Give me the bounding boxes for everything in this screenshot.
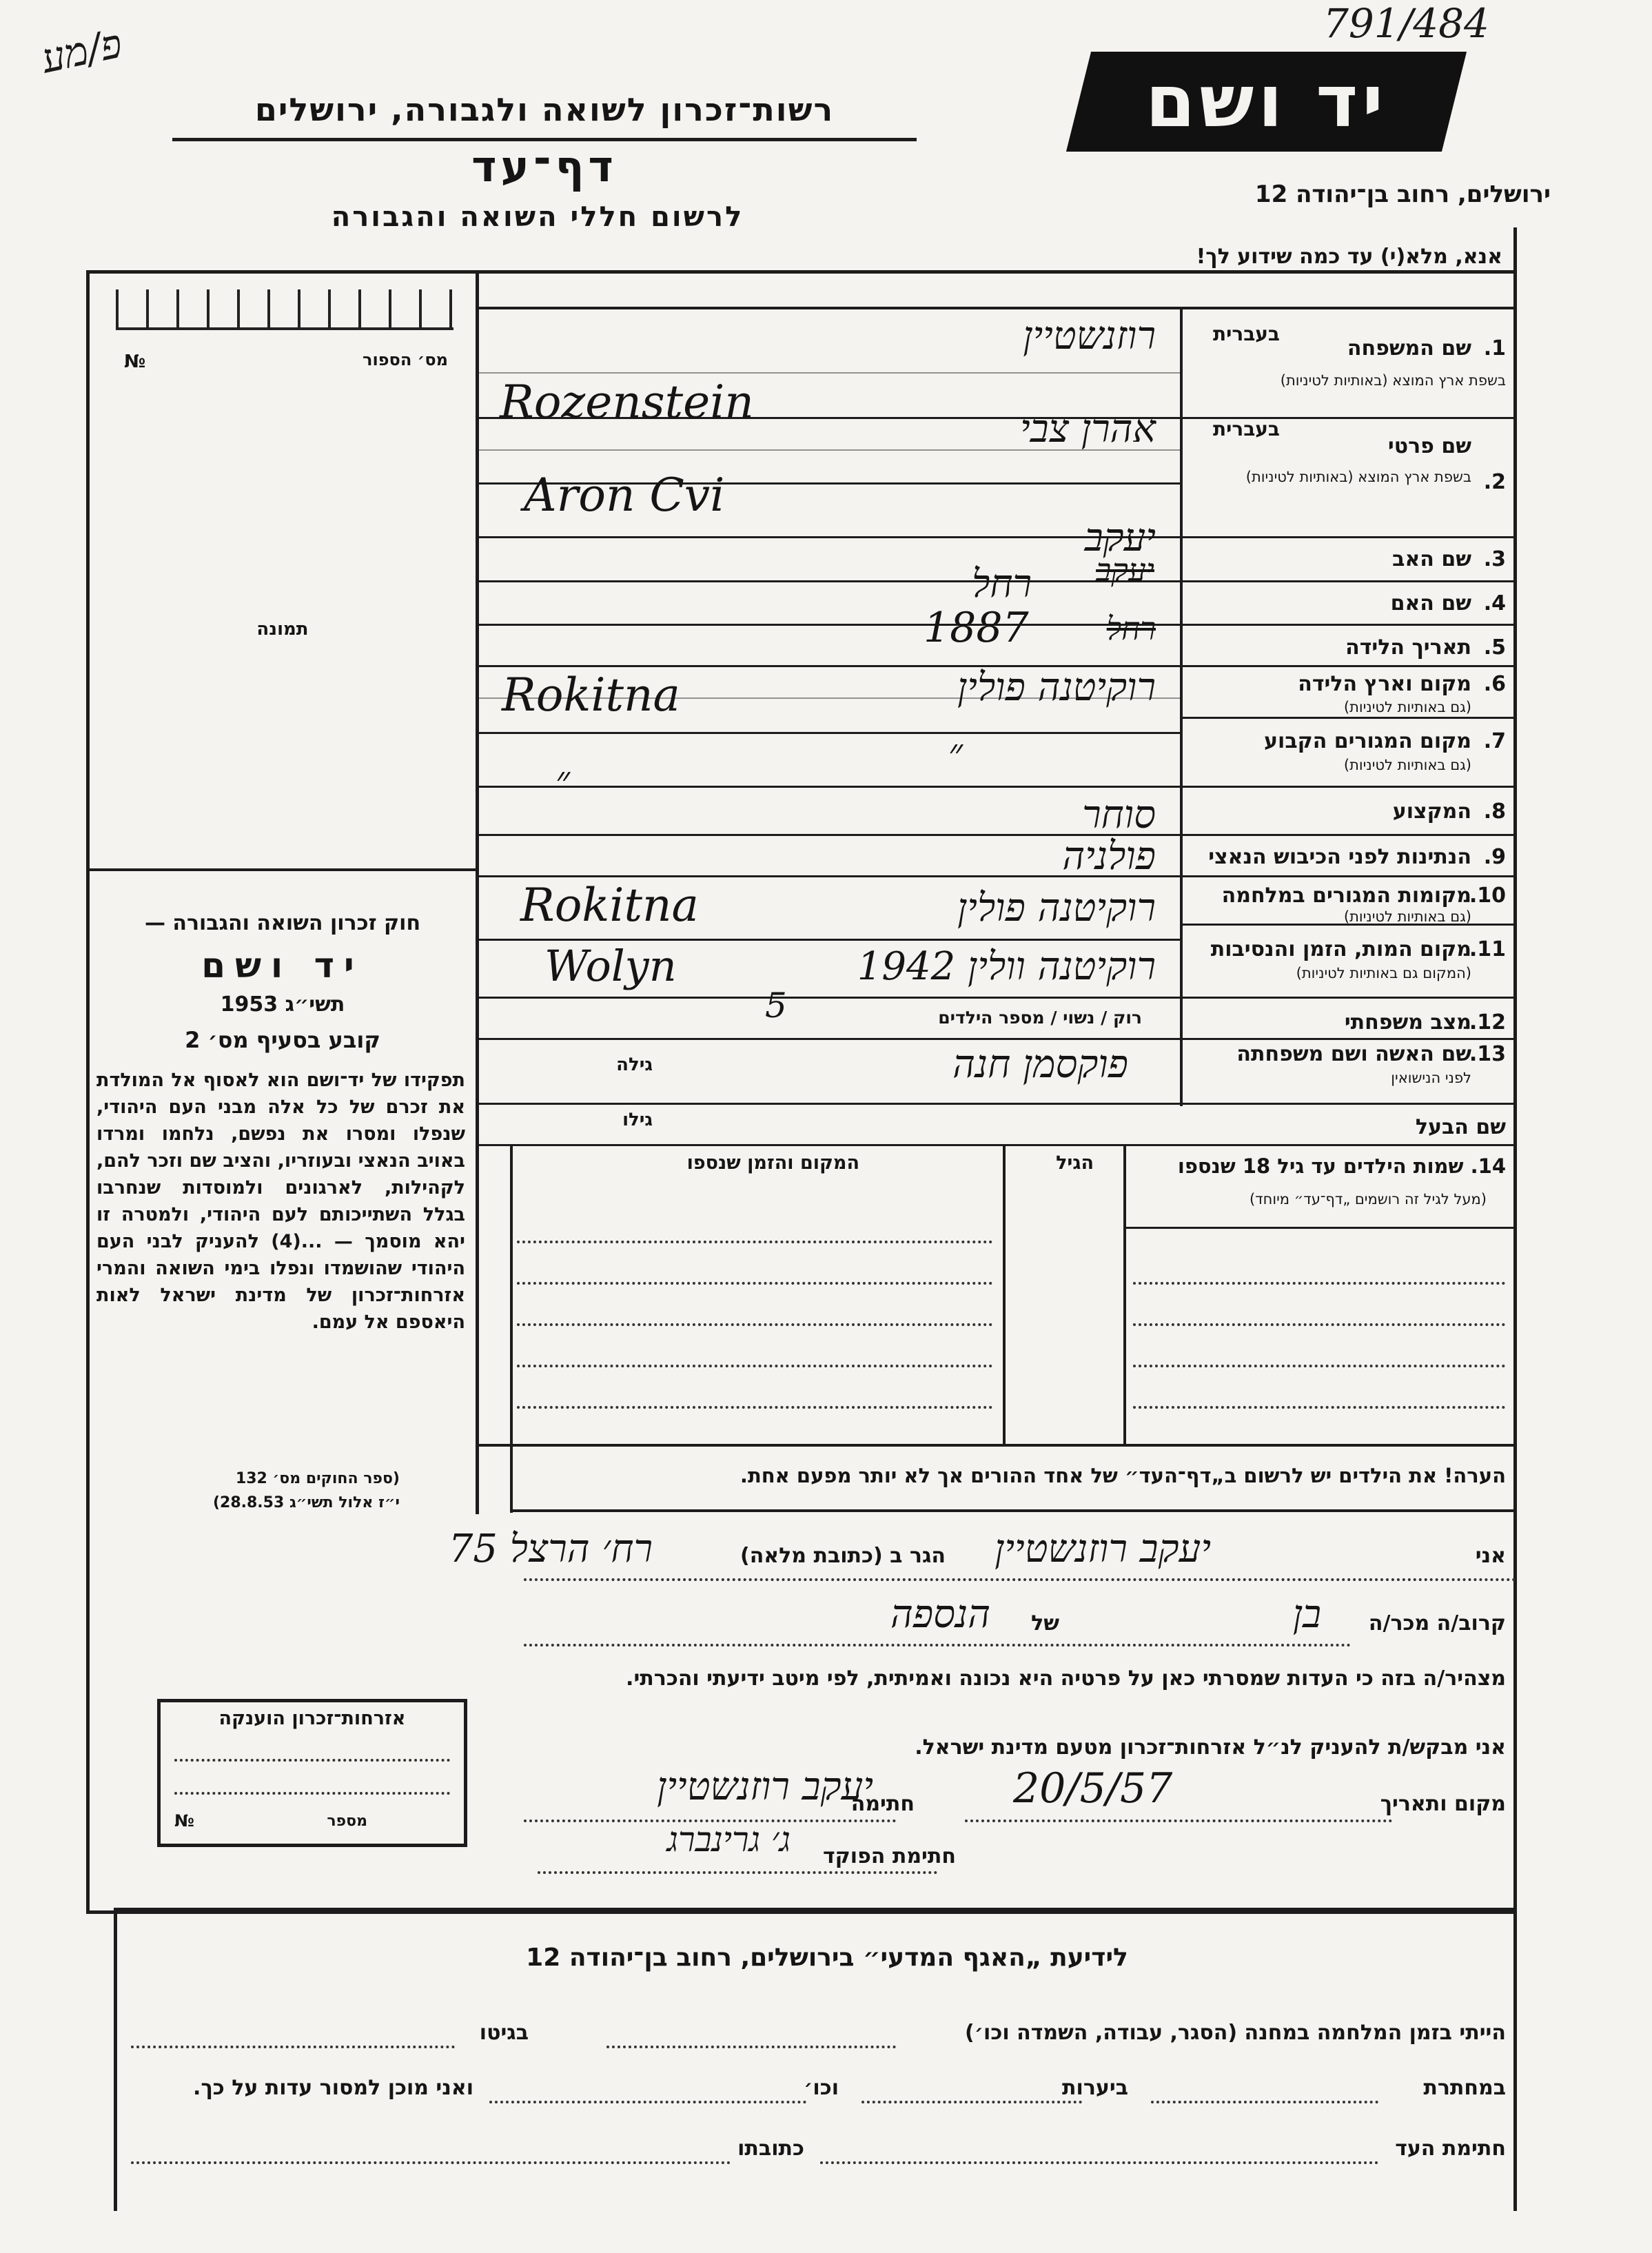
decl-i-label: אני [1475, 1544, 1506, 1568]
profession: סוחר [1082, 793, 1156, 837]
declarant-name: יעקב רוזנשטיין [995, 1527, 1211, 1571]
law-title: חוק זכרון השואה והגבורה — [144, 911, 421, 935]
first-name-he: אהרן צבי [1019, 407, 1156, 451]
serial-comb [116, 289, 453, 330]
wife-name: פוקסמן חנה [952, 1042, 1128, 1087]
authority-title: רשות־זכרון לשואה ולגבורה, ירושלים [254, 91, 835, 128]
field-12-num: 12. [1469, 1010, 1506, 1034]
field-3-label: שם האב [1392, 547, 1471, 571]
husband-age-label: גילו [622, 1110, 653, 1130]
mother-name: רחל [972, 562, 1032, 606]
footer-ghetto: בגיטו [479, 2021, 529, 2045]
law-reference-2: י״ז אלול תשי״ג 28.8.53) [212, 1494, 400, 1511]
husband-label: שם הבעל [1415, 1115, 1506, 1139]
corner-note: פ/מע [37, 19, 126, 83]
footer-etc: וכו׳ [804, 2076, 839, 2100]
decl-relation-value: בן [1292, 1592, 1321, 1637]
decl-place-date-label: מקום ותאריך [1380, 1792, 1506, 1816]
lang-label-hebrew-1: בעברית [1212, 323, 1280, 345]
certificate-title: אזרחות־זכרון הוענקה [218, 1708, 406, 1729]
field-11-label: מקום המות, הזמן והנסיבות [1210, 937, 1471, 961]
decl-address: רח׳ הרצל 75 [448, 1527, 653, 1571]
wartime-place-latin: Rokitna [520, 879, 699, 932]
marital-options: רוק / נשוי / מספר הילדים [938, 1008, 1142, 1028]
decl-resides-label: הגר ב (כתובת מלאה) [740, 1544, 946, 1568]
law-year: תשי״ג 1953 [220, 992, 345, 1017]
instruction: אנא, מלא(י) עד כמה שידוע לך! [1196, 245, 1502, 269]
lang-label-hebrew-2: בעברית [1212, 418, 1280, 440]
field-9-label: הנתינות לפני הכיבוש הנאצי [1208, 845, 1471, 869]
field-12-label: מצב משפחתי [1344, 1010, 1471, 1034]
footer-witness-sig: חתימת העד [1395, 2137, 1506, 2161]
law-reference-1: (ספר החוקים מס׳ 132 [235, 1470, 400, 1487]
field-10-label: מקומות המגורים במלחמה [1221, 884, 1471, 908]
first-name-latin: Aron Cvi [524, 469, 725, 522]
law-text: תפקידו של יד־ושם הוא לאסוף אל המולדת את זכרם של כל אלה מבני העם היהודי, שנפלו ומסרו את נפשם, נלחמו ומרדו באויב הנאצי ובעוזריו, והציב שם וזכר להם, לקהילות, לארגונים ולמוסדות שנחרבו בגלל השתייכותם לעם היהודי, ולמטרה זו יהא מוסמך — ...(4) להעניק לבני העם היהודי שהושמדו ונפלו בימי השואה והמרי אזרחות־זכרון של מדינת ישראל לאות היאספם אל עמם. [96, 1070, 465, 1333]
wife-age-label: גילה [616, 1054, 653, 1075]
field-9-num: 9. [1483, 845, 1506, 869]
field-13-label: שם האשה ושם משפחתה [1236, 1042, 1471, 1066]
field-6-sub: (גם באותיות לטיניות) [1343, 699, 1471, 715]
field-8-num: 8. [1483, 799, 1506, 824]
birth-place-latin: Rokitna [502, 669, 680, 722]
place-column-header: המקום והזמן שנספו [686, 1152, 859, 1174]
decl-signature-value: יעקב רוזנשטיין [657, 1764, 873, 1809]
field-7-num: 7. [1483, 729, 1506, 753]
footer-address: כתובתו [737, 2137, 804, 2161]
age-column-header: הגיל [1056, 1152, 1094, 1174]
decl-signature-label: חתימה [850, 1792, 915, 1816]
certificate-number-label: מספר [327, 1813, 367, 1830]
mother-name-struck: יעקב [1096, 551, 1154, 589]
field-3-num: 3. [1483, 547, 1506, 571]
field-2-num: 2. [1483, 470, 1506, 494]
birth-date-struck: רחל [1106, 610, 1156, 647]
field-1-sub: בשפת ארץ המוצא (באותיות לטיניות) [1280, 372, 1506, 389]
nationality: פולניה [1062, 834, 1156, 879]
archive-number: 791/484 [1323, 0, 1489, 47]
field-11-num: 11. [1469, 937, 1506, 961]
field-13-num: 13. [1469, 1042, 1506, 1066]
death-place-he: רוקיטנה וולין 1942 [857, 944, 1156, 989]
field-2-sub: בשפת ארץ המוצא (באותיות לטיניות) [1245, 469, 1471, 485]
serial-label: מס׳ הספור [363, 350, 448, 369]
residence-latin: ״ [555, 758, 570, 803]
family-name-latin: Rozenstein [500, 376, 754, 429]
family-name-he: רוזנשטיין [1023, 314, 1156, 358]
law-section: קובע בסעיף מס׳ 2 [185, 1027, 380, 1053]
field-7-label: מקום המגורים הקבוע [1264, 729, 1471, 753]
certificate-no: № [174, 1811, 194, 1831]
field-5-label: תאריך הלידה [1345, 635, 1471, 660]
yad-vashem-logo: יד ושם [1066, 52, 1467, 152]
form-title: דף־עד [471, 141, 618, 192]
field-7-sub: (גם באותיות לטיניות) [1343, 757, 1471, 773]
certificate-box [157, 1699, 467, 1847]
footer-line1: הייתי בזמן המלחמה במחנה (הסגר, עבודה, השמדה וכו׳) [965, 2021, 1506, 2045]
field-10-num: 10. [1469, 884, 1506, 908]
footer-title: לידיעת „האגף המדעי״ בירושלים, רחוב בן־יהודה 12 [526, 1944, 1128, 1972]
decl-request: אני מבקש/ת להעניק לנ״ל אזרחות־זכרון מטעם מדינת ישראל. [915, 1735, 1506, 1760]
note: הערה! את הילדים יש לרשום ב„דף־העד״ של אחד ההורים אך לא יותר מפעם אחת. [740, 1464, 1506, 1487]
decl-relation-of: הנספה [890, 1592, 990, 1637]
decl-officer-label: חתימת הפוקד [823, 1844, 956, 1868]
residence-he: ״ [948, 731, 963, 775]
field-1-label: שם המשפחה [1347, 336, 1471, 360]
father-name: יעקב [1084, 516, 1156, 560]
field-6-num: 6. [1483, 672, 1506, 696]
field-6-label: מקום וארץ הלידה [1298, 672, 1471, 696]
children-count: 5 [765, 986, 787, 1026]
serial-no: № [124, 351, 146, 372]
decl-of-label: של [1031, 1611, 1059, 1635]
field-2-label: שם פרטי [1387, 434, 1471, 458]
field-13-sub: לפני הנישואין [1391, 1070, 1471, 1086]
decl-officer-value: ג׳ גרינברג [666, 1819, 791, 1859]
photo-label: תמונה [256, 619, 309, 640]
footer-ready: ואני מוכן למסור עדות על כך. [193, 2076, 473, 2100]
children-sub: (מעל לגיל זה רושמים „דף־עד״ מיוחד) [1249, 1191, 1487, 1207]
field-11-sub: (המקום גם באותיות לטיניות) [1296, 965, 1471, 981]
decl-statement: מצהיר/ה בזה כי העדות שמסרתי כאן על פרטיה היא נכונה ואמיתית, לפי מיטב ידיעתי והכרתי. [626, 1666, 1506, 1691]
wartime-place-he: רוקיטנה פולין [957, 886, 1156, 930]
death-place-latin: Wolyn [544, 941, 677, 991]
field-10-sub: (גם באותיות לטיניות) [1343, 908, 1471, 925]
children-label: 14. שמות הילדים עד גיל 18 שנספו [1177, 1154, 1506, 1178]
decl-relation-label: קרוב/ה מכר/ה [1368, 1611, 1506, 1635]
footer-underground: במחתרת [1423, 2076, 1506, 2100]
field-8-label: המקצוע [1392, 799, 1471, 824]
header-address: ירושלים, רחוב בן־יהודה 12 [1254, 181, 1551, 208]
birth-date: 1887 [924, 604, 1029, 652]
decl-date-value: 20/5/57 [1013, 1764, 1173, 1813]
field-5-num: 5. [1483, 635, 1506, 660]
field-4-label: שם האם [1390, 591, 1471, 615]
field-4-num: 4. [1483, 591, 1506, 615]
birth-place-he: רוקיטנה פולין [957, 665, 1156, 710]
field-1-num: 1. [1483, 336, 1506, 360]
form-subtitle: לרשום חללי השואה והגבורה [331, 201, 744, 233]
law-name: יד ושם [201, 946, 364, 986]
footer-forests: ביערות [1062, 2076, 1128, 2100]
